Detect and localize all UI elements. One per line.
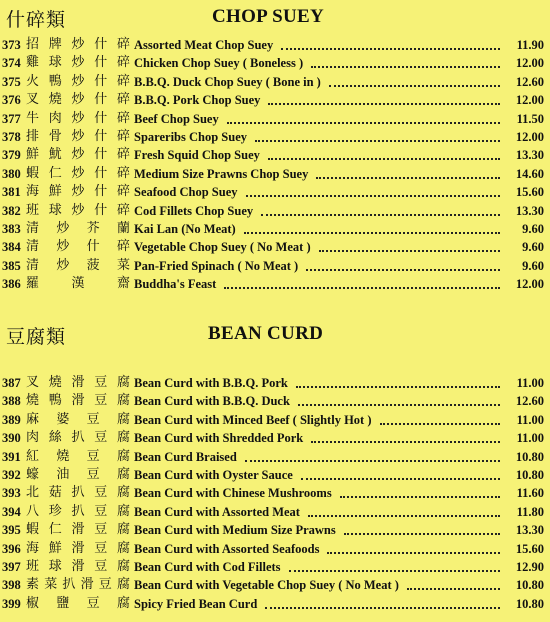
item-english-name: Bean Curd with Assorted Seafoods bbox=[134, 541, 320, 556]
dot-leader bbox=[289, 570, 500, 572]
item-number: 389 bbox=[2, 412, 21, 427]
menu-item-row bbox=[0, 429, 550, 447]
item-price: 13.30 bbox=[515, 148, 544, 163]
menu-item-row bbox=[0, 484, 550, 502]
item-price: 12.60 bbox=[515, 394, 544, 409]
item-price: 11.50 bbox=[516, 111, 544, 126]
item-price: 15.60 bbox=[515, 541, 544, 556]
menu-item-row bbox=[0, 238, 550, 256]
menu-item-row bbox=[0, 595, 550, 613]
section-en-title: BEAN CURD bbox=[208, 323, 324, 344]
dot-leader bbox=[306, 269, 500, 271]
item-english-name: Pan-Fried Spinach ( No Meat ) bbox=[134, 258, 299, 273]
dot-leader bbox=[268, 103, 500, 105]
dot-leader bbox=[255, 140, 500, 142]
item-english-name: Assorted Meat Chop Suey bbox=[134, 38, 274, 52]
item-chinese-name: 清 炒 什 碎 bbox=[26, 239, 130, 255]
item-english-name: Bean Curd with Oyster Sauce bbox=[134, 468, 293, 482]
item-chinese-name: 肉 絲 扒 豆 腐 bbox=[26, 430, 130, 446]
dot-leader bbox=[311, 66, 500, 68]
item-price: 13.30 bbox=[515, 203, 544, 218]
dot-leader bbox=[244, 232, 500, 234]
menu-item-row bbox=[0, 110, 550, 128]
menu-item-row bbox=[0, 91, 550, 109]
item-english-name: Medium Size Prawns Chop Suey bbox=[134, 166, 309, 181]
dot-leader bbox=[296, 386, 500, 388]
item-number: 398 bbox=[2, 578, 21, 593]
item-chinese-name: 招 牌 炒 什 碎 bbox=[26, 37, 130, 52]
item-chinese-name: 排 骨 炒 什 碎 bbox=[26, 129, 130, 144]
menu-item-row bbox=[0, 411, 550, 429]
item-number: 382 bbox=[2, 203, 21, 218]
item-english-name: Vegetable Chop Suey ( No Meat ) bbox=[134, 240, 311, 255]
item-chinese-name: 清 炒 芥 蘭 bbox=[26, 221, 130, 236]
item-number: 396 bbox=[2, 541, 21, 556]
item-price: 12.60 bbox=[515, 74, 544, 89]
item-chinese-name: 八 珍 扒 豆 腐 bbox=[26, 503, 130, 519]
item-english-name: B.B.Q. Pork Chop Suey bbox=[134, 93, 261, 108]
menu-item-row bbox=[0, 392, 550, 410]
item-price: 10.80 bbox=[515, 468, 544, 482]
item-chinese-name: 火 鴨 炒 什 碎 bbox=[26, 73, 130, 89]
item-english-name: Spicy Fried Bean Curd bbox=[134, 596, 258, 611]
item-number: 393 bbox=[2, 486, 21, 501]
item-english-name: Beef Chop Suey bbox=[134, 111, 219, 126]
item-english-name: Bean Curd with Cod Fillets bbox=[134, 560, 281, 574]
item-number: 384 bbox=[2, 240, 21, 255]
item-chinese-name: 椒 鹽 豆 腐 bbox=[26, 595, 130, 611]
item-number: 375 bbox=[2, 74, 21, 89]
item-chinese-name: 叉 燒 滑 豆 腐 bbox=[26, 375, 130, 390]
menu-item-row bbox=[0, 521, 550, 539]
item-english-name: Bean Curd with Medium Size Prawns bbox=[134, 523, 336, 538]
item-chinese-name: 麻 婆 豆 腐 bbox=[26, 411, 130, 427]
item-chinese-name: 素 菜 扒 滑 豆 腐 bbox=[26, 577, 130, 593]
item-english-name: Spareribs Chop Suey bbox=[134, 130, 247, 144]
dot-leader bbox=[308, 515, 500, 517]
dot-leader bbox=[319, 250, 500, 252]
menu-item-row bbox=[0, 146, 550, 164]
item-number: 386 bbox=[2, 277, 21, 292]
item-english-name: Seafood Chop Suey bbox=[134, 185, 238, 200]
item-number: 397 bbox=[2, 560, 21, 574]
item-chinese-name: 蝦 仁 滑 豆 腐 bbox=[26, 522, 130, 538]
item-chinese-name: 鮮 魷 炒 什 碎 bbox=[26, 147, 130, 163]
item-chinese-name: 班 球 炒 什 碎 bbox=[26, 202, 130, 218]
dot-leader bbox=[301, 478, 500, 480]
item-price: 12.90 bbox=[515, 560, 544, 574]
menu-item-row bbox=[0, 503, 550, 521]
dot-leader bbox=[407, 588, 500, 590]
item-english-name: Bean Curd with Chinese Mushrooms bbox=[134, 486, 332, 501]
chop-suey-header bbox=[0, 5, 550, 35]
item-price: 11.80 bbox=[516, 504, 544, 519]
item-number: 373 bbox=[2, 38, 21, 52]
menu-item-row bbox=[0, 257, 550, 275]
dot-leader bbox=[344, 533, 500, 535]
dot-leader bbox=[281, 48, 500, 50]
item-chinese-name: 清 炒 菠 菜 bbox=[26, 257, 130, 273]
item-chinese-name: 紅 燒 豆 腐 bbox=[26, 448, 130, 464]
item-price: 13.30 bbox=[515, 523, 544, 538]
item-price: 10.80 bbox=[515, 596, 544, 611]
menu-item-row bbox=[0, 466, 550, 484]
menu-item-row bbox=[0, 165, 550, 183]
item-number: 394 bbox=[2, 504, 21, 519]
item-price: 9.60 bbox=[522, 222, 544, 236]
item-english-name: Bean Curd with Vegetable Chop Suey ( No Meat ) bbox=[134, 578, 399, 593]
item-price: 9.60 bbox=[522, 240, 544, 255]
item-english-name: Buddha's Feast bbox=[134, 277, 217, 292]
dot-leader bbox=[224, 287, 500, 289]
menu-item-row bbox=[0, 36, 550, 54]
item-number: 399 bbox=[2, 596, 21, 611]
item-number: 376 bbox=[2, 93, 21, 108]
menu-item-row bbox=[0, 540, 550, 558]
item-english-name: Bean Curd with Minced Beef ( Slightly Hot ) bbox=[134, 412, 372, 427]
dot-leader bbox=[265, 607, 500, 609]
item-price: 12.00 bbox=[515, 277, 544, 292]
menu-item-row bbox=[0, 128, 550, 146]
dot-leader bbox=[261, 214, 500, 216]
item-price: 15.60 bbox=[515, 185, 544, 200]
dot-leader bbox=[380, 423, 500, 425]
item-number: 379 bbox=[2, 148, 21, 163]
item-number: 390 bbox=[2, 431, 21, 446]
menu-item-row bbox=[0, 448, 550, 466]
dot-leader bbox=[227, 122, 500, 124]
menu-item-row bbox=[0, 558, 550, 576]
item-price: 10.80 bbox=[515, 449, 544, 464]
dot-leader bbox=[246, 195, 500, 197]
item-chinese-name: 羅 漢 齋 bbox=[26, 276, 130, 292]
item-price: 10.80 bbox=[515, 578, 544, 593]
item-price: 14.60 bbox=[515, 166, 544, 181]
dot-leader bbox=[327, 552, 500, 554]
item-english-name: B.B.Q. Duck Chop Suey ( Bone in ) bbox=[134, 74, 321, 89]
dot-leader bbox=[316, 177, 500, 179]
item-number: 383 bbox=[2, 222, 21, 236]
item-price: 11.60 bbox=[516, 486, 544, 501]
menu-item-row bbox=[0, 54, 550, 72]
item-chinese-name: 燒 鴨 滑 豆 腐 bbox=[26, 393, 130, 409]
item-chinese-name: 雞 球 炒 什 碎 bbox=[26, 55, 130, 71]
item-number: 387 bbox=[2, 376, 21, 390]
item-number: 395 bbox=[2, 523, 21, 538]
section-cn-title: 豆腐類 bbox=[6, 326, 67, 348]
item-number: 378 bbox=[2, 130, 21, 144]
item-english-name: Kai Lan (No Meat) bbox=[134, 222, 236, 236]
menu-item-row bbox=[0, 374, 550, 392]
menu-item-row bbox=[0, 220, 550, 238]
item-price: 12.00 bbox=[515, 93, 544, 108]
item-number: 380 bbox=[2, 166, 21, 181]
item-number: 391 bbox=[2, 449, 21, 464]
menu-item-row bbox=[0, 202, 550, 220]
menu-item-row bbox=[0, 73, 550, 91]
item-chinese-name: 叉 燒 炒 什 碎 bbox=[26, 92, 130, 108]
item-number: 374 bbox=[2, 56, 21, 71]
menu-item-row bbox=[0, 183, 550, 201]
item-chinese-name: 北 菇 扒 豆 腐 bbox=[26, 485, 130, 501]
item-price: 9.60 bbox=[522, 258, 544, 273]
item-price: 12.00 bbox=[515, 56, 544, 71]
dot-leader bbox=[298, 404, 500, 406]
item-number: 392 bbox=[2, 468, 21, 482]
item-english-name: Bean Curd with Shredded Pork bbox=[134, 431, 304, 446]
item-chinese-name: 蝦 仁 炒 什 碎 bbox=[26, 165, 130, 181]
item-english-name: Cod Fillets Chop Suey bbox=[134, 203, 254, 218]
item-english-name: Bean Curd with B.B.Q. Pork bbox=[134, 376, 288, 390]
item-price: 11.00 bbox=[516, 376, 544, 390]
item-english-name: Bean Curd Braised bbox=[134, 449, 237, 464]
menu-item-row bbox=[0, 576, 550, 594]
item-number: 385 bbox=[2, 258, 21, 273]
item-number: 388 bbox=[2, 394, 21, 409]
dot-leader bbox=[268, 158, 500, 160]
item-number: 377 bbox=[2, 111, 21, 126]
item-price: 11.00 bbox=[516, 431, 544, 446]
item-english-name: Bean Curd with B.B.Q. Duck bbox=[134, 394, 290, 409]
item-english-name: Chicken Chop Suey ( Boneless ) bbox=[134, 56, 304, 71]
item-chinese-name: 蠔 油 豆 腐 bbox=[26, 467, 130, 482]
menu-item-row bbox=[0, 275, 550, 293]
item-chinese-name: 牛 肉 炒 什 碎 bbox=[26, 110, 130, 126]
section-cn-title: 什碎類 bbox=[6, 9, 67, 31]
dot-leader bbox=[329, 85, 500, 87]
item-price: 12.00 bbox=[515, 130, 544, 144]
bean-curd-header bbox=[0, 322, 550, 352]
section-en-title: CHOP SUEY bbox=[212, 6, 324, 27]
item-number: 381 bbox=[2, 185, 21, 200]
dot-leader bbox=[311, 441, 500, 443]
dot-leader bbox=[340, 496, 500, 498]
item-chinese-name: 海 鮮 滑 豆 腐 bbox=[26, 540, 130, 556]
item-english-name: Fresh Squid Chop Suey bbox=[134, 148, 260, 163]
dot-leader bbox=[245, 460, 500, 462]
item-chinese-name: 海 鮮 炒 什 碎 bbox=[26, 184, 130, 200]
item-price: 11.00 bbox=[516, 412, 544, 427]
item-price: 11.90 bbox=[516, 38, 544, 52]
item-chinese-name: 班 球 滑 豆 腐 bbox=[26, 559, 130, 574]
item-english-name: Bean Curd with Assorted Meat bbox=[134, 504, 300, 519]
